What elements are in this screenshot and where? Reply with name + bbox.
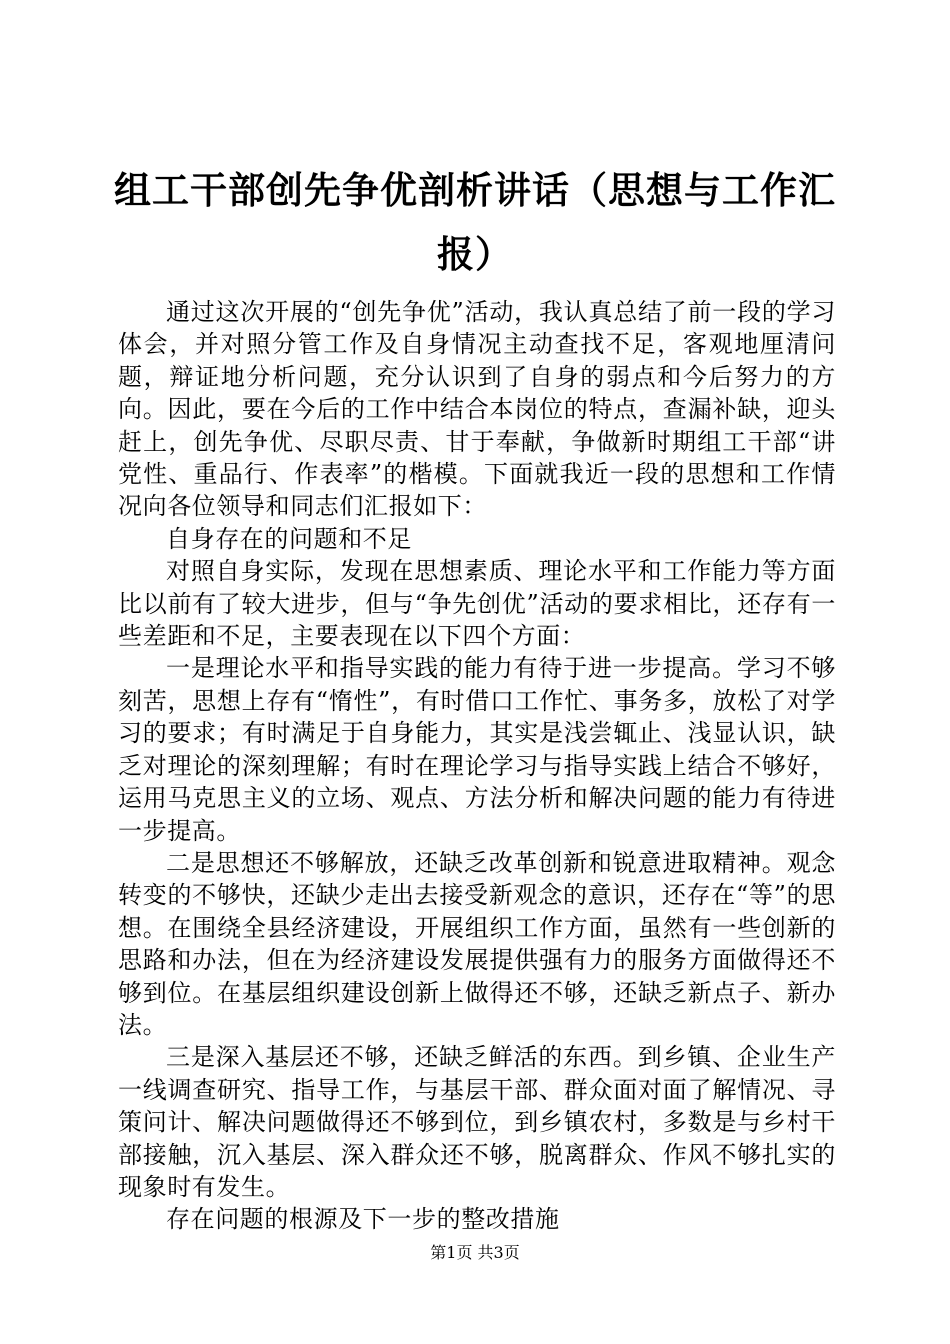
paragraph-intro: 通过这次开展的“创先争优”活动，我认真总结了前一段的学习体会，并对照分管工作及自身情况主动查找不足，客观地厘清问题，辩证地分析问题，充分认识到了自身的弱点和今后努力的方向。因此，要在今后的工作中结合本岗位的特点，查漏补缺，迎头赶上，创先争优、尽职尽责、甘于奉献，争做新时期组工干部“讲党性、重品行、作表率”的楷模。下面就我近一段的思想和工作情况向各位领导和同志们汇报如下： — [118, 298, 836, 521]
paragraph-point-one: 一是理论水平和指导实践的能力有待于进一步提高。学习不够刻苦，思想上存有“惰性”，有时借口工作忙、事务多，放松了对学习的要求；有时满足于自身能力，其实是浅尝辄止、浅显认识，缺乏对理论的深刻理解；有时在理论学习与指导实践上结合不够好，运用马克思主义的立场、观点、方法分析和解决问题的能力有待进一步提高。 — [118, 654, 836, 845]
section-heading-root-causes: 存在问题的根源及下一步的整改措施 — [166, 1205, 560, 1234]
document-body — [118, 296, 836, 1236]
document-title: 组工干部创先争优剖析讲话（思想与工作汇报） — [114, 168, 836, 276]
paragraph-overview: 对照自身实际，发现在思想素质、理论水平和工作能力等方面比以前有了较大进步，但与“争先创优”活动的要求相比，还存有一些差距和不足，主要表现在以下四个方面： — [118, 557, 836, 651]
section-heading-problems: 自身存在的问题和不足 — [166, 524, 412, 553]
paragraph-point-two: 二是思想还不够解放，还缺乏改革创新和锐意进取精神。观念转变的不够快，还缺少走出去接受新观念的意识，还存在“等”的思想。在围绕全县经济建设，开展组织工作方面，虽然有一些创新的思路和办法，但在为经济建设发展提供强有力的服务方面做得还不够到位。在基层组织建设创新上做得还不够，还缺乏新点子、新办法。 — [118, 848, 836, 1039]
paragraph-point-three: 三是深入基层还不够，还缺乏鲜活的东西。到乡镇、企业生产一线调查研究、指导工作，与基层干部、群众面对面了解情况、寻策问计、解决问题做得还不够到位，到乡镇农村，多数是与乡村干部接触，沉入基层、深入群众还不够，脱离群众、作风不够扎实的现象时有发生。 — [118, 1043, 836, 1201]
page-number-footer: 第1页 共3页 — [430, 1243, 520, 1262]
